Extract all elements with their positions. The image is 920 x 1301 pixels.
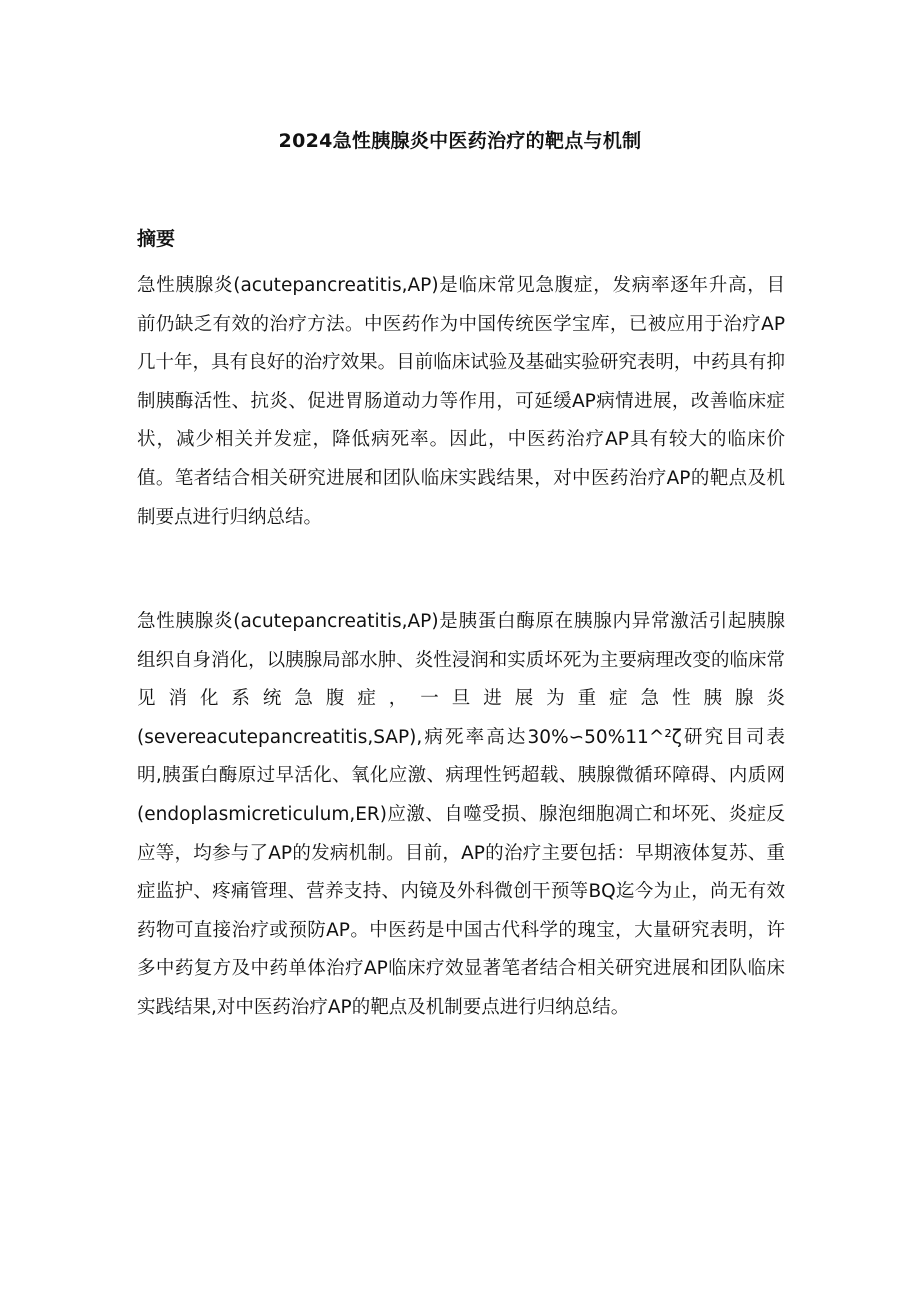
abstract-paragraph-1: 急性胰腺炎(acutepancreatitis,AP)是临床常见急腹症，发病率逐年升高，目前仍缺乏有效的治疗方法。中医药作为中国传统医学宝库，已被应用于治疗AP几十年，具有良好的治疗效果。目前临床试验及基础实验研究表明，中药具有抑制胰酶活性、抗炎、促进胃肠道动力等作用，可延缓AP病情进展，改善临床症状，减少相关并发症，降低病死率。因此，中医药治疗AP具有较大的临床价值。笔者结合相关研究进展和团队临床实践结果，对中医药治疗AP的靶点及机制要点进行归纳总结。: [137, 275, 785, 528]
body-paragraph-2: 急性胰腺炎(acutepancreatitis,AP)是胰蛋白酶原在胰腺内异常激活引起胰腺组织自身消化，以胰腺局部水肿、炎性浸润和实质坏死为主要病理改变的临床常见消化系统急腹症，一旦进展为重症急性胰腺炎(severeacutepancreatitis,SAP),病死率高达30%∽50%11^²ζ研究目司表明,胰蛋白酶原过早活化、氧化应激、病理性钙超载、胰腺微循环障碍、内质网(endoplasmicreticulum,ER)应激、自噬受损、腺泡细胞凋亡和坏死、炎症反应等，均参与了AP的发病机制。目前，AP的治疗主要包括：早期液体复苏、重症监护、疼痛管理、营养支持、内镜及外科微创干预等BQ迄今为止，尚无有效药物可直接治疗或预防AP。中医药是中国古代科学的瑰宝，大量研究表明，许多中药复方及中药单体治疗AP临床疗效显著笔者结合相关研究进展和团队临床实践结果,对中医药治疗AP的靶点及机制要点进行归纳总结。: [137, 611, 785, 1018]
document-title: 2024急性胰腺炎中医药治疗的靶点与机制: [278, 130, 642, 152]
abstract-heading: 摘要: [137, 228, 176, 250]
